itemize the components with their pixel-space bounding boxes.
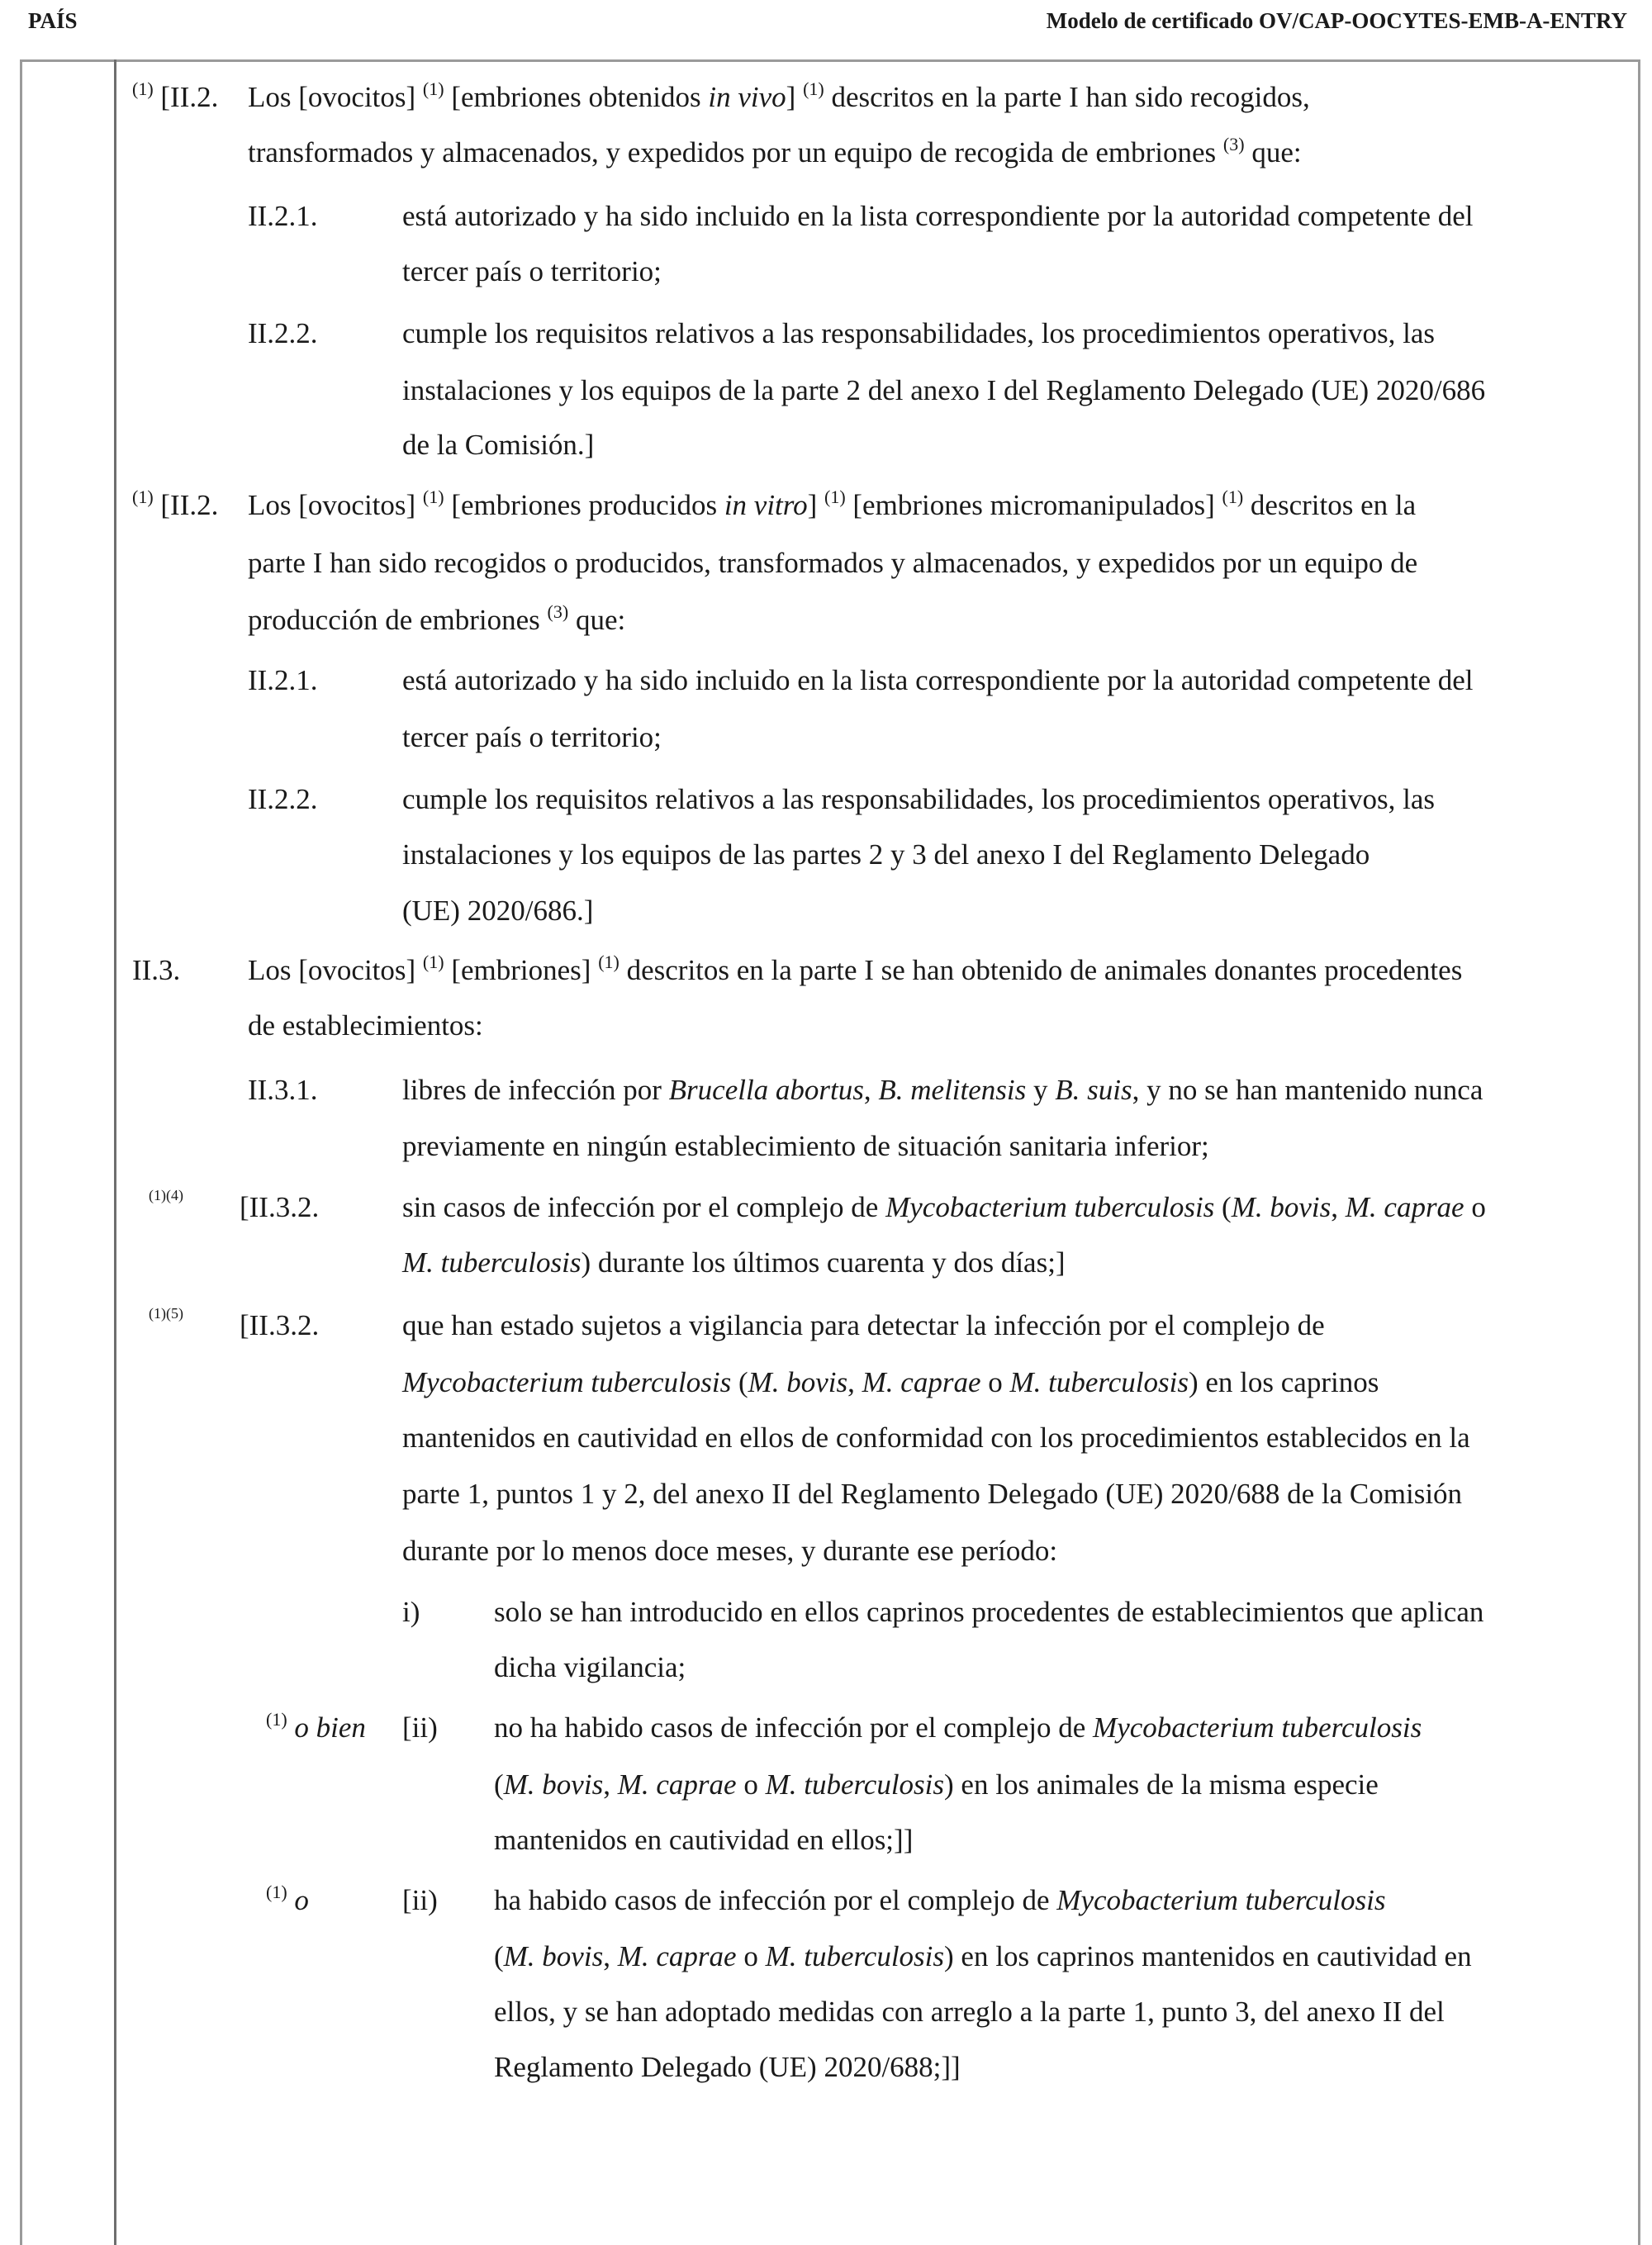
subitem-ii-b-marker bbox=[266, 1882, 309, 1922]
subitem-ii-a-text-line-3: mantenidos en cautividad en ellos;]] bbox=[494, 1824, 914, 1856]
subitem-ii-b-text-line-1 bbox=[494, 1882, 1386, 1919]
text-fragment: (1) bbox=[824, 486, 846, 507]
text-fragment: [embriones producidos bbox=[451, 489, 718, 521]
section-ii2-invitro-line-1 bbox=[248, 487, 1416, 527]
text-fragment: (3) bbox=[547, 601, 569, 622]
item-ii31-number: II.3.1. bbox=[248, 1074, 318, 1106]
text-fragment: producción de embriones bbox=[248, 604, 540, 636]
section-ii3-line-2: de establecimientos: bbox=[248, 1009, 483, 1042]
text-fragment: , bbox=[603, 1940, 610, 1972]
subitem-i-number: i) bbox=[402, 1596, 420, 1628]
text-fragment: ) en los caprinos bbox=[1188, 1366, 1379, 1398]
item-ii32b-text-line-1: que han estado sujetos a vigilancia para detectar la infección por el complejo de bbox=[402, 1309, 1325, 1341]
subitem-i-text-line-1: solo se han introducido en ellos caprinos procedentes de establecimientos que aplican bbox=[494, 1596, 1484, 1628]
item-ii21b-text-line-2: tercer país o territorio; bbox=[402, 721, 662, 753]
text-fragment: [II.2. bbox=[160, 489, 219, 521]
item-ii21b-number: II.2.1. bbox=[248, 664, 318, 696]
subitem-ii-b-text-line-2 bbox=[494, 1939, 1472, 1975]
subitem-i-text-line-2: dicha vigilancia; bbox=[494, 1651, 686, 1683]
item-ii32a-text-line-2 bbox=[402, 1245, 1066, 1281]
text-fragment: (1) bbox=[1222, 486, 1244, 507]
text-fragment: Mycobacterium tuberculosis bbox=[1093, 1711, 1422, 1744]
section-ii2-invitro-heading bbox=[132, 487, 218, 527]
text-fragment: ( bbox=[1222, 1191, 1232, 1223]
subitem-ii-b-text-line-4: Reglamento Delegado (UE) 2020/688;]] bbox=[494, 2051, 961, 2083]
text-fragment: M. caprae bbox=[1345, 1191, 1464, 1223]
subitem-ii-a-number: [ii) bbox=[402, 1711, 438, 1744]
subitem-ii-a-text-line-2 bbox=[494, 1767, 1379, 1803]
text-fragment: M. bovis bbox=[748, 1366, 848, 1398]
text-fragment: libres de infección por bbox=[402, 1074, 662, 1106]
text-fragment: (1) bbox=[598, 952, 620, 972]
item-ii22b-text-line-3: (UE) 2020/686.] bbox=[402, 895, 594, 927]
item-ii32b-text-line-5: durante por lo menos doce meses, y durante ese período: bbox=[402, 1535, 1058, 1567]
section-ii3-number: II.3. bbox=[132, 954, 181, 986]
header-country: PAÍS bbox=[28, 8, 78, 33]
item-ii31-text-line-2: previamente en ningún establecimiento de situación sanitaria inferior; bbox=[402, 1130, 1209, 1162]
text-fragment: ] bbox=[807, 489, 818, 521]
text-fragment: Los [ovocitos] bbox=[248, 81, 416, 113]
text-fragment: (1) bbox=[266, 1709, 287, 1730]
item-ii22-number: II.2.2. bbox=[248, 317, 318, 349]
text-fragment: (1) bbox=[422, 78, 444, 99]
text-fragment: [embriones obtenidos bbox=[451, 81, 701, 113]
text-fragment: Los [ovocitos] bbox=[248, 954, 416, 986]
subitem-ii-b-number: [ii) bbox=[402, 1884, 438, 1916]
text-fragment: M. caprae bbox=[617, 1940, 737, 1972]
text-fragment: o bbox=[743, 1768, 758, 1801]
text-fragment: (3) bbox=[1222, 134, 1245, 154]
item-ii32b-footnote-marker bbox=[149, 1303, 183, 1343]
text-fragment: transformados y almacenados, y expedidos por un equipo de recogida de embriones bbox=[248, 136, 1217, 168]
item-ii22b-number: II.2.2. bbox=[248, 783, 318, 815]
item-ii31-text-line-1 bbox=[402, 1072, 1483, 1108]
text-fragment: M. tuberculosis bbox=[765, 1768, 945, 1801]
subitem-ii-b-text-line-3: ellos, y se han adoptado medidas con arreglo a la parte 1, punto 3, del anexo II del bbox=[494, 1996, 1445, 2028]
section-ii2-invivo-heading bbox=[132, 79, 218, 119]
item-ii21-number: II.2.1. bbox=[248, 200, 318, 232]
text-fragment: Los [ovocitos] bbox=[248, 489, 416, 521]
header-certificate-model: Modelo de certificado OV/CAP-OOCYTES-EMB-A-ENTRY bbox=[1046, 8, 1627, 33]
margin-column-divider bbox=[114, 59, 116, 2245]
text-fragment: [embriones] bbox=[451, 954, 591, 986]
text-fragment: B. suis bbox=[1055, 1074, 1132, 1106]
text-fragment: Mycobacterium tuberculosis bbox=[885, 1191, 1215, 1223]
text-fragment: B. melitensis bbox=[878, 1074, 1027, 1106]
text-fragment: o bbox=[294, 1884, 309, 1916]
text-fragment: o bbox=[743, 1940, 758, 1972]
text-fragment: , y no se han mantenido nunca bbox=[1132, 1074, 1483, 1106]
text-fragment: , bbox=[1331, 1191, 1338, 1223]
subitem-ii-a-marker bbox=[266, 1710, 366, 1749]
text-fragment: ] bbox=[786, 81, 796, 113]
text-fragment: (1)(4) bbox=[149, 1187, 183, 1203]
text-fragment: (1) bbox=[803, 78, 824, 99]
section-ii2-invivo-line-2 bbox=[248, 135, 1302, 174]
item-ii22-text-line-2: instalaciones y los equipos de la parte 2 del anexo I del Reglamento Delegado (UE) 2020/686 bbox=[402, 374, 1486, 406]
text-fragment: ha habido casos de infección por el complejo de bbox=[494, 1884, 1050, 1916]
text-fragment: M. tuberculosis bbox=[402, 1246, 582, 1279]
text-fragment: ) en los animales de la misma especie bbox=[944, 1768, 1379, 1801]
section-ii3-line-1 bbox=[248, 952, 1462, 992]
text-fragment: [II.2. bbox=[160, 81, 219, 113]
text-fragment: y bbox=[1033, 1074, 1048, 1106]
item-ii22-text-line-1: cumple los requisitos relativos a las responsabilidades, los procedimientos operativos, las bbox=[402, 317, 1436, 349]
text-fragment: M. tuberculosis bbox=[765, 1940, 945, 1972]
item-ii22b-text-line-2: instalaciones y los equipos de las partes 2 y 3 del anexo I del Reglamento Delegado bbox=[402, 838, 1370, 871]
text-fragment: sin casos de infección por el complejo de bbox=[402, 1191, 879, 1223]
text-fragment: M. bovis bbox=[1231, 1191, 1332, 1223]
text-fragment: (1) bbox=[132, 486, 154, 507]
section-ii2-invitro-line-2: parte I han sido recogidos o producidos, transformados y almacenados, y expedidos por un equipo de bbox=[248, 547, 1418, 579]
text-fragment: o bbox=[988, 1366, 1003, 1398]
text-fragment: (1) bbox=[422, 952, 444, 972]
item-ii32a-text-line-1 bbox=[402, 1189, 1486, 1226]
text-fragment: (1)(5) bbox=[149, 1305, 183, 1322]
text-fragment: (1) bbox=[132, 78, 154, 99]
item-ii32b-number: [II.3.2. bbox=[240, 1309, 320, 1341]
text-fragment: , bbox=[847, 1366, 855, 1398]
text-fragment: ( bbox=[738, 1366, 748, 1398]
text-fragment: (1) bbox=[266, 1882, 287, 1902]
text-fragment: M. caprae bbox=[862, 1366, 981, 1398]
section-ii2-invivo-line-1 bbox=[248, 79, 1310, 119]
text-fragment: ) en los caprinos mantenidos en cautividad en bbox=[944, 1940, 1472, 1972]
text-fragment: descritos en la bbox=[1250, 489, 1417, 521]
text-fragment: [embriones micromanipulados] bbox=[852, 489, 1215, 521]
item-ii32b-text-line-2 bbox=[402, 1365, 1379, 1401]
item-ii32b-text-line-4: parte 1, puntos 1 y 2, del anexo II del Reglamento Delegado (UE) 2020/688 de la Comisión bbox=[402, 1478, 1463, 1510]
text-fragment: que: bbox=[1251, 136, 1302, 168]
text-fragment: , bbox=[603, 1768, 610, 1801]
text-fragment: descritos en la parte I se han obtenido de animales donantes procedentes bbox=[626, 954, 1463, 986]
text-fragment: descritos en la parte I han sido recogidos, bbox=[831, 81, 1310, 113]
text-fragment: in vitro bbox=[724, 489, 808, 521]
text-fragment: (1) bbox=[422, 486, 444, 507]
item-ii22b-text-line-1: cumple los requisitos relativos a las responsabilidades, los procedimientos operativos, las bbox=[402, 783, 1436, 815]
item-ii32b-text-line-3: mantenidos en cautividad en ellos de conformidad con los procedimientos establecidos en la bbox=[402, 1422, 1470, 1454]
subitem-ii-a-text-line-1 bbox=[494, 1710, 1422, 1746]
text-fragment: M. bovis bbox=[503, 1768, 604, 1801]
text-fragment: , bbox=[863, 1074, 871, 1106]
item-ii21b-text-line-1: está autorizado y ha sido incluido en la lista correspondiente por la autoridad competente del bbox=[402, 664, 1474, 696]
text-fragment: in vivo bbox=[708, 81, 786, 113]
text-fragment: M. tuberculosis bbox=[1009, 1366, 1189, 1398]
text-fragment: ( bbox=[494, 1768, 504, 1801]
item-ii22-text-line-3: de la Comisión.] bbox=[402, 429, 595, 461]
text-fragment: M. caprae bbox=[617, 1768, 737, 1801]
text-fragment: o bien bbox=[294, 1711, 366, 1744]
text-fragment: Mycobacterium tuberculosis bbox=[402, 1366, 732, 1398]
text-fragment: no ha habido casos de infección por el complejo de bbox=[494, 1711, 1086, 1744]
item-ii32a-number: [II.3.2. bbox=[240, 1191, 320, 1223]
text-fragment: Brucella abortus bbox=[668, 1074, 864, 1106]
item-ii21-text-line-2: tercer país o territorio; bbox=[402, 255, 662, 287]
text-fragment: o bbox=[1471, 1191, 1486, 1223]
text-fragment: ) durante los últimos cuarenta y dos días;] bbox=[581, 1246, 1066, 1279]
text-fragment: que: bbox=[575, 604, 626, 636]
item-ii32a-footnote-marker bbox=[149, 1184, 183, 1225]
text-fragment: M. bovis bbox=[503, 1940, 604, 1972]
text-fragment: Mycobacterium tuberculosis bbox=[1056, 1884, 1386, 1916]
text-fragment: ( bbox=[494, 1940, 504, 1972]
item-ii21-text-line-1: está autorizado y ha sido incluido en la lista correspondiente por la autoridad competente del bbox=[402, 200, 1474, 232]
section-ii2-invitro-line-3 bbox=[248, 602, 625, 642]
